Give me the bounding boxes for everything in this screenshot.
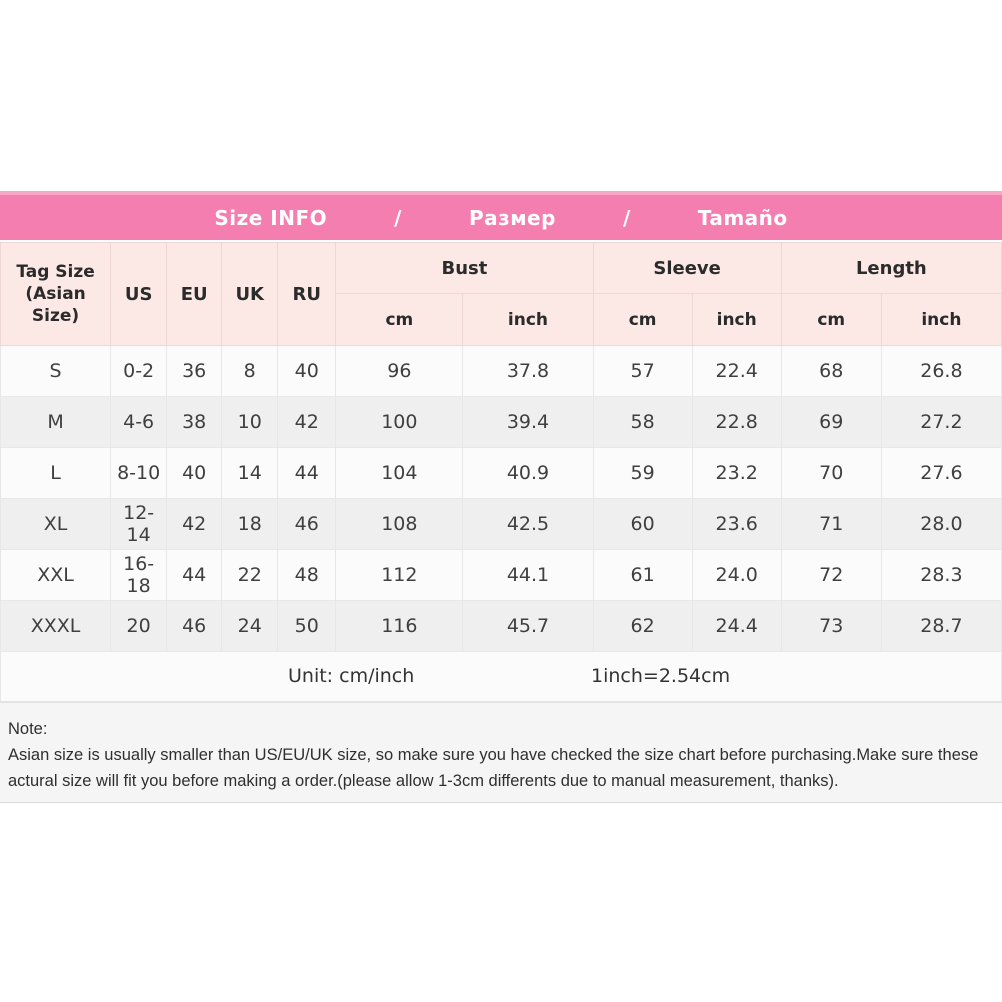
table-cell: 0-2 (111, 346, 167, 397)
table-cell: 48 (278, 550, 336, 601)
table-cell: 40 (278, 346, 336, 397)
subheader-sleeve-inch: inch (692, 294, 781, 346)
table-cell: 22 (222, 550, 278, 601)
table-cell: M (1, 397, 111, 448)
table-cell: 40.9 (463, 448, 593, 499)
table-row (1, 397, 1002, 448)
table-cell: XL (1, 499, 111, 550)
tag-size-line1: Tag Size (16, 262, 95, 282)
table-cell: 116 (336, 601, 463, 652)
table-cell: 28.7 (881, 601, 1001, 652)
banner-title-en: Size INFO (214, 205, 328, 230)
table-cell: 44.1 (463, 550, 593, 601)
table-cell: 57 (593, 346, 692, 397)
table-cell: 20 (111, 601, 167, 652)
subheader-sleeve-cm: cm (593, 294, 692, 346)
banner-separator: / (394, 205, 402, 230)
table-cell: 23.2 (692, 448, 781, 499)
table-cell: 40 (167, 448, 222, 499)
table-cell: 68 (781, 346, 881, 397)
table-cell: 44 (278, 448, 336, 499)
note-title: Note: (8, 720, 48, 738)
banner-title-es: Tamaño (697, 205, 788, 230)
table-cell: 50 (278, 601, 336, 652)
table-cell: 100 (336, 397, 463, 448)
table-cell: 104 (336, 448, 463, 499)
column-header-eu: EU (167, 243, 222, 346)
table-cell: 61 (593, 550, 692, 601)
table-cell: 28.0 (881, 499, 1001, 550)
column-group-bust: Bust (336, 243, 593, 294)
table-cell: 108 (336, 499, 463, 550)
table-cell: 60 (593, 499, 692, 550)
table-cell: 37.8 (463, 346, 593, 397)
table-cell: 46 (167, 601, 222, 652)
tag-size-line2: (Asian Size) (25, 284, 86, 326)
table-cell: 22.4 (692, 346, 781, 397)
table-cell: 70 (781, 448, 881, 499)
table-cell: 36 (167, 346, 222, 397)
table-cell: 71 (781, 499, 881, 550)
table-cell: XXL (1, 550, 111, 601)
column-header-uk: UK (222, 243, 278, 346)
table-cell: 24.0 (692, 550, 781, 601)
table-cell: 72 (781, 550, 881, 601)
subheader-bust-inch: inch (463, 294, 593, 346)
banner-separator: / (622, 205, 631, 230)
table-cell: 44 (167, 550, 222, 601)
table-cell: 62 (593, 601, 692, 652)
subheader-length-inch: inch (881, 294, 1001, 346)
table-header-row-groups (1, 243, 1002, 294)
table-cell: 18 (222, 499, 278, 550)
table-cell: 16-18 (111, 550, 167, 601)
table-cell: 24.4 (692, 601, 781, 652)
table-cell: 96 (336, 346, 463, 397)
table-cell: 38 (167, 397, 222, 448)
table-cell: 10 (222, 397, 278, 448)
table-cell: 8-10 (111, 448, 167, 499)
table-cell: 59 (593, 448, 692, 499)
subheader-length-cm: cm (781, 294, 881, 346)
table-row (1, 448, 1002, 499)
size-table (0, 242, 1002, 652)
table-cell: L (1, 448, 111, 499)
note-body: Asian size is usually smaller than US/EU/UK size, so make sure you have checked the size chart before purchasing.Make sure these actural size will fit you before making a order.(please allow 1-3cm differents due to manual measurement, thanks). (8, 746, 979, 790)
column-header-ru: RU (278, 243, 336, 346)
banner-title-ru: Размер (468, 205, 556, 230)
table-cell: 24 (222, 601, 278, 652)
table-cell: 69 (781, 397, 881, 448)
table-cell: 14 (222, 448, 278, 499)
table-cell: 46 (278, 499, 336, 550)
table-cell: 12-14 (111, 499, 167, 550)
size-table-body (1, 346, 1002, 652)
table-cell: XXXL (1, 601, 111, 652)
table-cell: 58 (593, 397, 692, 448)
table-cell: 4-6 (111, 397, 167, 448)
column-group-sleeve: Sleeve (593, 243, 781, 294)
unit-note-strip (0, 652, 1002, 702)
table-cell: 8 (222, 346, 278, 397)
column-header-tag-size (1, 243, 111, 346)
unit-label: Unit: cm/inch (288, 665, 415, 687)
table-cell: 27.6 (881, 448, 1001, 499)
table-cell: 42 (167, 499, 222, 550)
table-cell: 27.2 (881, 397, 1001, 448)
table-row (1, 550, 1002, 601)
table-cell: 73 (781, 601, 881, 652)
table-cell: 22.8 (692, 397, 781, 448)
table-cell: 23.6 (692, 499, 781, 550)
column-group-length: Length (781, 243, 1001, 294)
table-cell: S (1, 346, 111, 397)
table-row (1, 346, 1002, 397)
table-cell: 112 (336, 550, 463, 601)
note-section (0, 702, 1002, 803)
size-info-banner (0, 191, 1002, 242)
table-row (1, 499, 1002, 550)
table-cell: 45.7 (463, 601, 593, 652)
table-row (1, 601, 1002, 652)
unit-conversion: 1inch=2.54cm (591, 665, 731, 687)
table-cell: 42 (278, 397, 336, 448)
size-chart (0, 191, 1002, 803)
subheader-bust-cm: cm (336, 294, 463, 346)
table-cell: 39.4 (463, 397, 593, 448)
column-header-us: US (111, 243, 167, 346)
table-cell: 42.5 (463, 499, 593, 550)
table-cell: 26.8 (881, 346, 1001, 397)
table-cell: 28.3 (881, 550, 1001, 601)
